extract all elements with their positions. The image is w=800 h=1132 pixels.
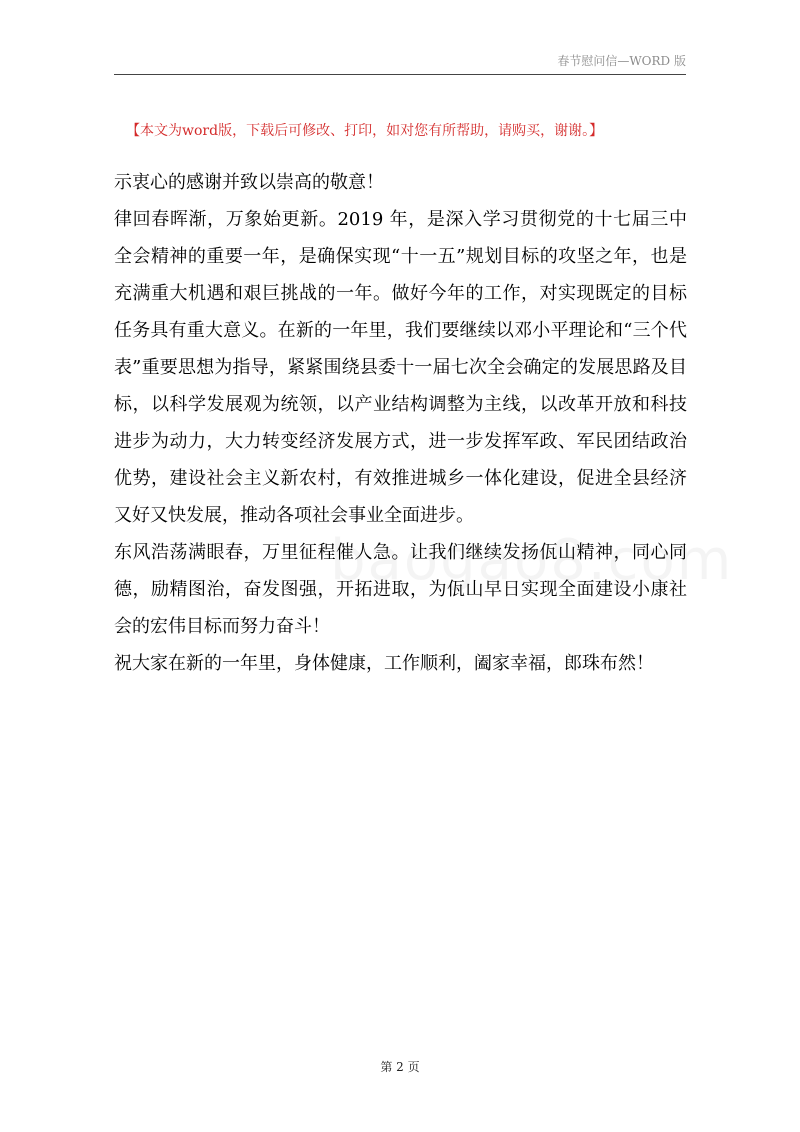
page-number: 第 2 页: [380, 1060, 420, 1074]
paragraph-3: 东风浩荡满眼春，万里征程催人急。让我们继续发扬佤山精神，同心同德，励精图治，奋发图强，开拓进取，为佤山早日实现全面建设小康社会的宏伟目标而努力奋斗！: [114, 542, 687, 637]
download-notice: 【本文为word版，下载后可修改、打印，如对您有所帮助，请购买，谢谢。】: [126, 123, 604, 139]
paragraph-4: 祝大家在新的一年里，身体健康，工作顺利，阖家幸福，郎珠布然！: [114, 653, 654, 674]
header-divider: [114, 74, 686, 75]
paragraph-2: 律回春晖渐，万象始更新。2019 年，是深入学习贯彻党的十七届三中全会精神的重要一年，是确保实现“十一五”规划目标的攻坚之年，也是充满重大机遇和艰巨挑战的一年。做好今年的工作，对实现既定的目标任务具有重大意义。在新的一年里，我们要继续以邓小平理论和“三个代表”重要思想为指导，紧紧围绕县委十一届七次全会确定的发展思路及目标，以科学发展观为统领，以产业结构调整为主线，以改革开放和科技进步为动力，大力转变经济发展方式，进一步发挥军政、军民团结政治优势，建设社会主义新农村，有效推进城乡一体化建设，促进全县经济又好又快发展，推动各项社会事业全面进步。: [114, 209, 687, 526]
page-header-title: 春节慰问信—WORD 版: [557, 54, 686, 68]
paragraph-1: 示衷心的感谢并致以崇高的敬意！: [114, 172, 384, 193]
document-body: [114, 164, 687, 682]
